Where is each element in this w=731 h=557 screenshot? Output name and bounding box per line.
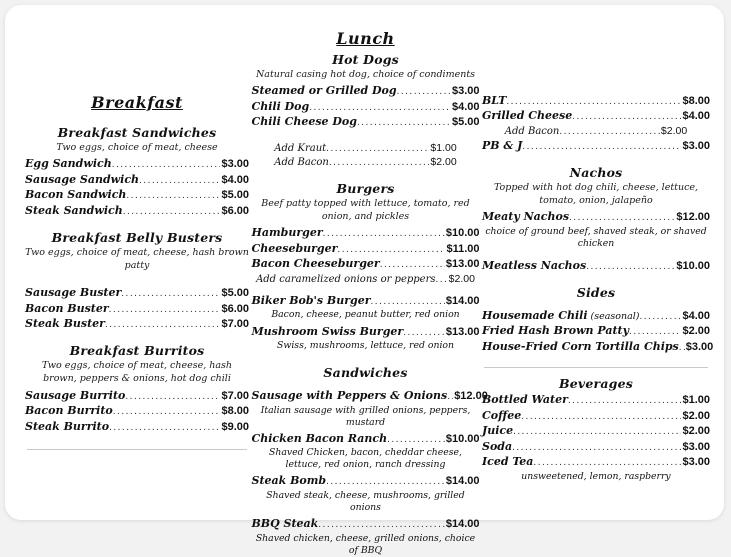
addon-row xyxy=(274,156,456,168)
item-name: Bottled Water xyxy=(482,393,568,407)
item-price: $2.00 xyxy=(682,325,710,338)
nachos-section xyxy=(482,165,710,272)
item-description: choice of ground beef, shaved steak, or shaved chicken xyxy=(485,225,707,249)
menu-item-row xyxy=(482,109,710,122)
addon-price: $1.00 xyxy=(430,142,457,155)
breakfast-burritos-section xyxy=(25,343,249,449)
item-name: Sausage with Peppers & Onions xyxy=(251,389,448,403)
item-name: Steak Buster xyxy=(25,317,105,331)
section-heading: Hot Dogs xyxy=(332,52,399,67)
addon-price: $2.00 xyxy=(660,124,688,137)
item-name: Juice xyxy=(482,424,514,438)
section-heading: Burgers xyxy=(336,181,395,197)
item-price: $3.00 xyxy=(685,340,714,353)
dot-leader xyxy=(121,288,220,299)
item-name: Coffee xyxy=(482,408,522,422)
menu-item-row xyxy=(482,393,710,406)
menu-item-row xyxy=(25,317,249,330)
menu-item-row xyxy=(482,139,710,152)
dot-leader xyxy=(329,157,430,168)
item-name: Biker Bob's Burger xyxy=(251,293,371,307)
item-name: Bacon Sandwich xyxy=(25,188,127,202)
menu-card xyxy=(5,5,724,556)
addon-name: Add Bacon xyxy=(274,157,329,169)
item-price: $1.00 xyxy=(682,394,710,407)
item-name: Fried Hash Brown Patty xyxy=(482,324,630,338)
item-name: Housemade Chili (seasonal) xyxy=(482,308,640,322)
item-name: Meatless Nachos xyxy=(482,258,587,272)
item-name: Chicken Bacon Ranch xyxy=(251,431,388,445)
item-name: Meaty Nachos xyxy=(482,210,570,224)
item-name: Sausage Burrito xyxy=(25,388,126,402)
item-price: $7.00 xyxy=(221,389,249,402)
dot-leader xyxy=(371,296,445,307)
dot-leader xyxy=(123,206,221,217)
addon-name: Add Kraut xyxy=(274,143,327,155)
dot-leader xyxy=(326,476,445,487)
section-heading: Beverages xyxy=(559,375,633,391)
menu-item-row xyxy=(482,309,710,322)
dot-leader xyxy=(113,406,221,417)
item-name: Soda xyxy=(482,439,513,453)
dot-leader xyxy=(559,126,660,137)
menu-item-row xyxy=(25,420,249,433)
item-description: Shaved Chicken, bacon, cheddar cheese, lettuce, red onion, ranch dressing xyxy=(268,447,463,471)
addon-row xyxy=(256,273,475,285)
column-divider xyxy=(27,449,247,450)
item-name: Steak Sandwich xyxy=(25,203,123,217)
item-price: $8.00 xyxy=(682,94,710,107)
item-price: $8.00 xyxy=(221,405,249,418)
dot-leader xyxy=(403,327,445,338)
item-price: $5.00 xyxy=(221,287,249,300)
menu-item-row xyxy=(482,324,710,337)
menu-item-row xyxy=(25,204,249,217)
menu-item-row xyxy=(252,115,480,128)
item-price: $14.00 xyxy=(445,518,480,531)
item-name: Chili Cheese Dog xyxy=(251,115,357,129)
burgers-section xyxy=(252,181,480,352)
dot-leader xyxy=(506,96,681,107)
section-heading: Sides xyxy=(576,284,616,300)
dot-leader xyxy=(568,395,682,406)
item-name: Chili Dog xyxy=(251,99,310,113)
menu-item-row xyxy=(25,173,249,186)
menu-item-row xyxy=(252,242,480,255)
item-name: Bacon Cheeseburger xyxy=(251,257,380,271)
addon-row xyxy=(505,125,687,137)
dot-leader xyxy=(521,411,681,422)
dot-leader xyxy=(309,102,451,113)
hot-dogs-section xyxy=(252,52,480,168)
menu-item-row xyxy=(482,259,710,272)
item-name: Steamed or Grilled Dog xyxy=(251,84,397,98)
item-price: $12.00 xyxy=(454,390,488,403)
section-heading: Breakfast Belly Busters xyxy=(51,229,223,245)
item-name: Iced Tea xyxy=(482,455,534,469)
menu-item-row xyxy=(482,210,710,223)
item-price: $4.00 xyxy=(682,309,710,322)
section-heading: Breakfast Burritos xyxy=(69,343,205,359)
sandwiches-section xyxy=(251,365,488,557)
item-price: $7.00 xyxy=(221,318,249,331)
item-price: $4.00 xyxy=(451,100,480,113)
menu-item-row xyxy=(252,294,480,307)
item-price: $3.00 xyxy=(682,440,710,453)
dot-leader xyxy=(109,422,220,433)
menu-item-row xyxy=(482,409,710,422)
dot-leader xyxy=(512,442,681,453)
item-name: Cheeseburger xyxy=(251,241,338,255)
item-name: Bacon Buster xyxy=(25,301,109,315)
item-price: $6.00 xyxy=(221,204,249,217)
item-price: $2.00 xyxy=(682,425,710,438)
item-description: Swiss, mushrooms, lettuce, red onion xyxy=(277,340,454,352)
menu-item-row xyxy=(482,94,710,107)
dot-leader xyxy=(125,391,220,402)
item-price: $13.00 xyxy=(445,325,480,338)
dot-leader xyxy=(397,86,451,97)
dot-leader xyxy=(513,426,681,437)
dot-leader xyxy=(380,259,445,270)
item-price: $10.00 xyxy=(445,432,480,445)
dot-leader xyxy=(572,111,681,122)
dot-leader xyxy=(326,143,429,154)
beverages-note: unsweetened, lemon, raspberry xyxy=(521,470,671,482)
item-price: $11.00 xyxy=(446,242,480,255)
addon-price: $2.00 xyxy=(430,156,457,169)
dot-leader xyxy=(522,141,681,152)
dot-leader xyxy=(323,228,445,239)
item-name: BBQ Steak xyxy=(251,517,319,531)
item-price: $5.00 xyxy=(221,189,249,202)
section-heading: Breakfast Sandwiches xyxy=(57,125,217,140)
item-price: $3.00 xyxy=(682,140,710,152)
menu-item-row xyxy=(25,188,249,201)
item-price: $14.00 xyxy=(445,294,480,307)
item-price: $4.00 xyxy=(221,173,249,186)
section-description: Two eggs, choice of meat, cheese xyxy=(56,142,218,153)
item-name: Sausage Buster xyxy=(25,286,122,300)
menu-item-row xyxy=(482,339,714,353)
dot-leader xyxy=(105,319,221,330)
dot-leader xyxy=(640,311,682,322)
dot-leader xyxy=(387,434,445,445)
dot-leader xyxy=(109,304,221,315)
item-price: $3.00 xyxy=(682,456,710,469)
menu-item-row xyxy=(252,226,480,239)
breakfast-title: Breakfast xyxy=(91,93,183,112)
item-description: Shaved steak, cheese, mushrooms, grilled onions xyxy=(266,489,465,513)
dot-leader xyxy=(569,212,675,223)
item-description: Shaved chicken, cheese, grilled onions, choice of BBQ xyxy=(255,532,476,556)
menu-item-row xyxy=(482,455,710,468)
menu-item-row xyxy=(251,389,488,403)
sides-section xyxy=(482,284,714,353)
section-description: Two eggs, choice of meat, cheese, hash brown, peppers & onions, hot dog chili xyxy=(41,360,233,385)
item-price: $4.00 xyxy=(682,110,710,122)
dot-leader xyxy=(112,159,221,170)
item-name: Grilled Cheese xyxy=(482,109,573,122)
extras-column xyxy=(482,5,714,520)
dot-leader xyxy=(126,190,220,201)
item-price: $3.00 xyxy=(451,85,480,98)
item-price: $10.00 xyxy=(676,259,710,272)
addon-row xyxy=(274,142,456,154)
section-description: Beef patty topped with lettuce, tomato, red onion, and pickles xyxy=(261,198,470,223)
column-divider xyxy=(484,367,708,368)
item-price: $5.00 xyxy=(451,116,480,129)
item-price: $6.00 xyxy=(221,302,249,315)
menu-item-row xyxy=(252,432,480,445)
item-qualifier: (seasonal) xyxy=(590,310,640,322)
menu-item-row xyxy=(252,474,480,487)
item-name: Sausage Sandwich xyxy=(25,172,140,186)
menu-item-row xyxy=(252,325,480,338)
menu-item-row xyxy=(25,389,249,402)
item-price: $14.00 xyxy=(445,475,480,488)
item-description: Bacon, cheese, peanut butter, red onion xyxy=(271,309,460,321)
menu-item-row xyxy=(482,440,710,453)
quick-items-section xyxy=(482,94,710,153)
item-name: House-Fried Corn Tortilla Chips xyxy=(482,339,679,353)
addon-price: $2.00 xyxy=(448,272,475,285)
item-name: BLT xyxy=(482,93,507,107)
section-description: Topped with hot dog chili, cheese, lettuce, tomato, onion, jalapeño xyxy=(493,182,699,206)
item-name: Bacon Burrito xyxy=(25,404,113,418)
lunch-title: Lunch xyxy=(336,29,395,48)
beverages-section xyxy=(482,376,710,482)
section-description: Two eggs, choice of meat, cheese, hash brown patty xyxy=(25,246,249,271)
dot-leader xyxy=(139,175,220,186)
dot-leader xyxy=(357,117,451,128)
section-heading: Nachos xyxy=(569,165,623,180)
item-name: PB & J xyxy=(482,139,523,152)
menu-item-row xyxy=(25,157,249,170)
item-name: Egg Sandwich xyxy=(25,157,112,171)
item-price: $9.00 xyxy=(221,420,249,433)
lunch-column xyxy=(251,5,488,556)
menu-item-row xyxy=(252,100,480,113)
dot-leader xyxy=(629,326,681,337)
dot-leader xyxy=(586,261,675,272)
item-name: Hamburger xyxy=(251,226,323,240)
item-name: Steak Bomb xyxy=(251,474,327,488)
dot-leader xyxy=(533,457,681,468)
menu-item-row xyxy=(252,257,480,270)
item-price: $2.00 xyxy=(682,409,710,422)
item-price: $3.00 xyxy=(221,158,249,171)
menu-item-row xyxy=(252,84,480,97)
addon-name: Add caramelized onions or peppers xyxy=(256,273,436,285)
menu-item-row xyxy=(25,302,249,315)
menu-item-row xyxy=(482,424,710,437)
item-name: Steak Burrito xyxy=(25,419,110,433)
addon-name: Add Bacon xyxy=(504,125,560,137)
section-description: Natural casing hot dog, choice of condiments xyxy=(255,69,476,80)
breakfast-column xyxy=(25,5,249,520)
item-description: Italian sausage with grilled onions, peppers, mustard xyxy=(260,404,471,428)
menu-item-row xyxy=(25,404,249,417)
breakfast-sandwiches-section xyxy=(25,125,249,217)
item-price: $12.00 xyxy=(676,211,710,224)
dot-leader xyxy=(318,519,445,530)
item-name: Mushroom Swiss Burger xyxy=(251,324,404,338)
section-heading: Sandwiches xyxy=(323,365,408,381)
item-price: $13.00 xyxy=(445,258,480,271)
dot-leader xyxy=(337,244,445,255)
dot-leader xyxy=(436,274,448,285)
breakfast-belly-busters-section xyxy=(25,230,249,331)
item-price: $10.00 xyxy=(445,227,480,240)
menu-item-row xyxy=(252,517,480,530)
menu-item-row xyxy=(25,286,249,299)
